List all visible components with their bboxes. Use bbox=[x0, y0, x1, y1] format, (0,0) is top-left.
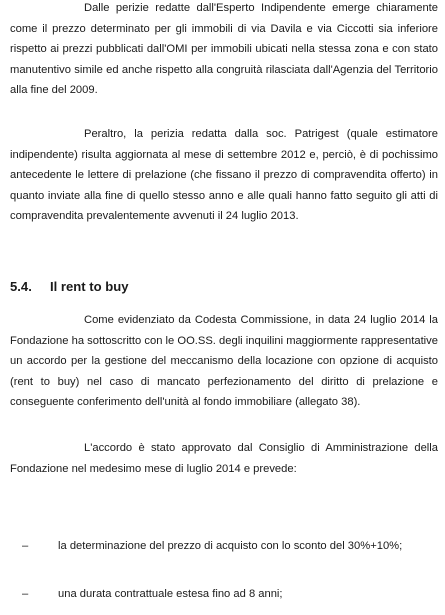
dash-bullet: – bbox=[22, 540, 29, 552]
section-heading bbox=[10, 277, 129, 298]
paragraph-perizie: Dalle perizie redatte dall'Esperto Indipendente emerge chiaramente come il prezzo determinato per gli immobili di via Davila e via Ciccotti sia inferiore rispetto ai prezzi pubblicati dall'OMI per immobili ubicati nella stessa zona e con stato manutentivo simile ed anche rispetto alla congruità rilasciata dall'Agenzia del Territorio alla fine del 2009. bbox=[10, 2, 438, 96]
paragraph-patrigest: Peraltro, la perizia redatta dalla soc. Patrigest (quale estimatore indipendente) risulta aggiornata al mese di settembre 2012 e, perciò, è di pochissimo antecedente le lettere di prelazione (che fissano il prezzo di compravendita offerto) in quanto inviate alla fine di quello stesso anno e alle quali hanno fatto seguito gli atti di compravendita prevalentemente avvenuti il 24 luglio 2013. bbox=[10, 128, 438, 222]
list-item-text: la determinazione del prezzo di acquisto con lo sconto del 30%+10%; bbox=[58, 540, 403, 552]
section-number: 5.4. bbox=[10, 279, 32, 294]
paragraph-accordo: Come evidenziato da Codesta Commissione, in data 24 luglio 2014 la Fondazione ha sottoscritto con le OO.SS. degli inquilini maggiormente rappresentative un accordo per la gestione del meccanismo della locazione con opzione di acquisto (rent to buy) nel caso di mancato perfezionamento del diritto di prelazione e conseguente conferimento dell'unità al fondo immobiliare (allegato 38). bbox=[10, 314, 438, 408]
list-item-text: una durata contrattuale estesa fino ad 8 anni; bbox=[58, 588, 283, 600]
list-item bbox=[22, 584, 438, 605]
paragraph-approvazione: L'accordo è stato approvato dal Consiglio di Amministrazione della Fondazione nel medesimo mese di luglio 2014 e prevede: bbox=[10, 442, 438, 475]
list-item bbox=[22, 536, 438, 557]
section-title: Il rent to buy bbox=[50, 279, 129, 294]
dash-bullet: – bbox=[22, 588, 29, 600]
